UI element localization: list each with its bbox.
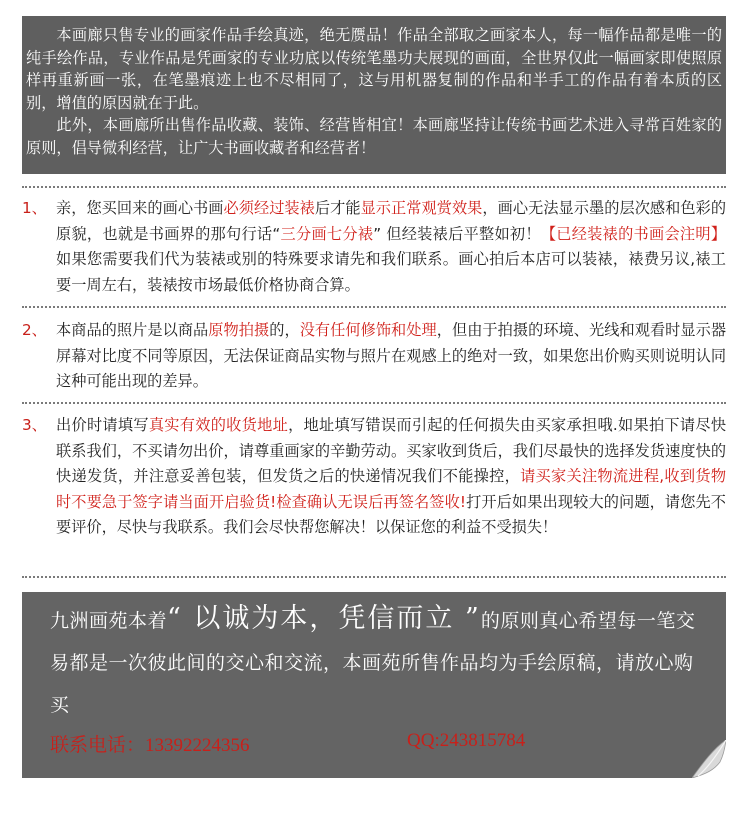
closing-panel [22,592,726,778]
intro-paragraph-1: 本画廊只售专业的画家作品手绘真迹，绝无赝品！作品全部取之画家本人，每一幅作品都是唯一的纯手绘作品，专业作品是凭画家的专业功底以传统笔墨功夫展现的画面，全世界仅此一幅画家即使照原样再重新画一张，在笔墨痕迹上也不尽相同了，这与用机器复制的作品和半手工的作品有着本质的区别，增值的原因就在于此。 [26,26,722,112]
highlight: 显示正常观赏效果 [360,199,483,217]
item-text: 亲，您买回来的画心书画必须经过装裱后才能显示正常观赏效果，画心无法显示墨的层次感和色彩的原貌，也就是书画界的那句行话“三分画七分裱” 但经装裱后平整如初！【已经装裱的书画会注明】如果您需要我们代为装裱或别的特殊要求请先和我们联系。画心拍后本店可以装裱，裱费另议,裱工要一周左右，装裱按市场最低价格协商合算。 [56,199,727,294]
notice-item-1 [22,196,726,298]
dotted-divider [22,402,726,404]
page-curl-icon [692,740,726,778]
item-text: 出价时请填写真实有效的收货地址，地址填写错误而引起的任何损失由买家承担哦.如果拍下请尽快联系我们，不买请勿出价，请尊重画家的辛勤劳动。买家收到货后，我们尽最快的选择发货速度快的快递发货，并注意妥善包装，但发货之后的快递情况我们不能操控，请买家关注物流进程,收到货物时不要急于签字请当面开启验货!检查确认无误后再签名签收!打开后如果出现较大的问题，请您先不要评价，尽快与我联系。我们会尽快帮您解决！以保证您的利益不受损失！ [56,416,727,537]
dotted-divider [22,306,726,308]
highlight: 三分画七分裱 [280,224,374,243]
item-number: 1、 [22,199,47,217]
notice-item-2 [22,318,726,395]
highlight: 【已经装裱的书画会注明】 [540,224,727,243]
highlight: 真实有效的收货地址 [148,416,289,434]
contact-qq: QQ:243815784 [407,730,526,751]
item-text: 本商品的照片是以商品原物拍摄的，没有任何修饰和处理，但由于拍摄的环境、光线和观看时显示器屏幕对比度不同等原因，无法保证商品实物与照片在观感上的绝对一致，如果您出价购买则说明认同这种可能出现的差异。 [56,321,727,391]
motto-quote-open: “ [167,603,183,634]
highlight: 请买家关注物流进程,收到货物时不要急于签字请当面开启验货!检查确认无误后再签名签收! [56,467,727,511]
highlight: 原物拍摄 [208,321,270,339]
closing-statement: 九洲画苑本着“ 以诚为本，凭信而立 ”的原则真心希望每一笔交易都是一次彼此间的交心和交流，本画苑所售作品均为手绘原稿，请放心购买 [50,603,696,716]
contact-phone: 联系电话：13392224356 [50,735,250,756]
intro-paragraph-2: 此外，本画廊所出售作品收藏、装饰、经营皆相宜！本画廊坚持让传统书画艺术进入寻常百姓家的原则，倡导微利经营，让广大书画收藏者和经营者！ [26,116,722,157]
highlight: 必须经过装裱 [223,199,315,217]
dotted-divider [22,186,726,188]
dotted-divider [22,576,726,578]
intro-panel [22,16,726,174]
item-number: 3、 [22,416,47,434]
notice-item-3 [22,413,726,541]
item-number: 2、 [22,321,47,339]
motto-quote-close: ” [465,603,481,634]
motto: 以诚为本，凭信而立 [182,603,465,634]
highlight: 没有任何修饰和处理 [299,321,437,339]
contact-line [50,730,710,757]
